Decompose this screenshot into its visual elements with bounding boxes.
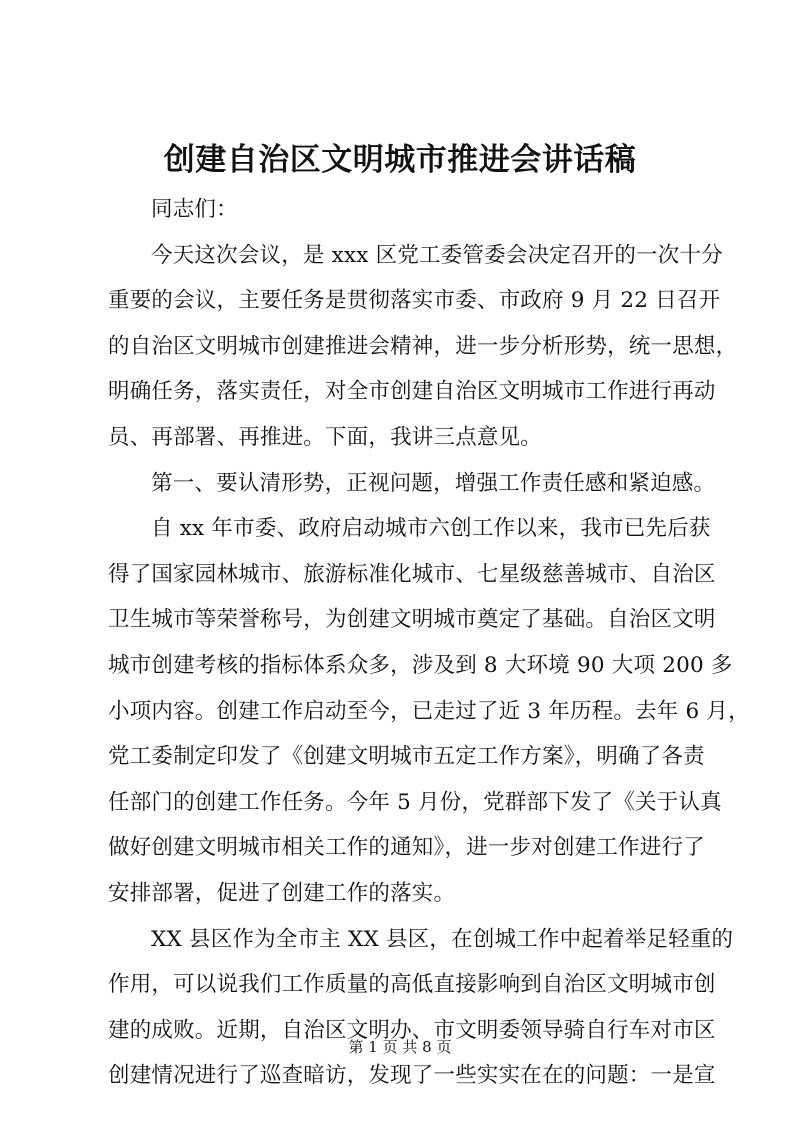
document-body bbox=[108, 187, 750, 1099]
paragraph-line: 卫生城市等荣誉称号，为创建文明城市奠定了基础。自治区文明 bbox=[108, 607, 716, 633]
paragraph-line: 员、再部署、再推进。下面，我讲三点意见。 bbox=[108, 424, 543, 450]
paragraph-line: 做好创建文明城市相关工作的通知》，进一步对创建工作进行了 bbox=[108, 835, 705, 861]
paragraph-line: 创建情况进行了巡查暗访，发现了一些实实在在的问题：一是宣 bbox=[108, 1063, 716, 1089]
paragraph-line: 任部门的创建工作任务。今年 5 月份，党群部下发了《关于认真 bbox=[108, 789, 722, 815]
paragraph-line: 得了国家园林城市、旅游标准化城市、七星级慈善城市、自治区 bbox=[108, 561, 716, 587]
page-number-footer: 第 1 页 共 8 页 bbox=[348, 1038, 452, 1056]
paragraph-line: 党工委制定印发了《创建文明城市五定工作方案》，明确了各责 bbox=[108, 744, 705, 770]
paragraph-line: 安排部署，促进了创建工作的落实。 bbox=[108, 880, 456, 906]
paragraph-line: 同志们： bbox=[151, 197, 238, 222]
document-title: 创建自治区文明城市推进会讲话稿 bbox=[163, 142, 637, 178]
paragraph-line: 明确任务，落实责任，对全市创建自治区文明城市工作进行再动 bbox=[108, 379, 716, 405]
paragraph-line: 作用，可以说我们工作质量的高低直接影响到自治区文明城市创 bbox=[108, 972, 716, 998]
paragraph-line: 的自治区文明城市创建推进会精神，进一步分析形势，统一思想， bbox=[108, 333, 738, 359]
paragraph-line: 自 xx 年市委、政府启动城市六创工作以来，我市已先后获 bbox=[151, 516, 711, 542]
paragraph-line: XX 县区作为全市主 XX 县区，在创城工作中起着举足轻重的 bbox=[151, 926, 734, 952]
paragraph-line: 重要的会议，主要任务是贯彻落实市委、市政府 9 月 22 日召开 bbox=[108, 288, 721, 314]
section-heading-line: 第一、要认清形势，正视问题，增强工作责任感和紧迫感。 bbox=[151, 470, 716, 496]
paragraph-line: 建的成败。近期，自治区文明办、市文明委领导骑自行车对市区 bbox=[108, 1017, 716, 1043]
paragraph-line: 小项内容。创建工作启动至今，已走过了近 3 年历程。去年 6 月， bbox=[108, 698, 750, 724]
paragraph-line: 城市创建考核的指标体系众多，涉及到 8 大环境 90 大项 200 多 bbox=[108, 652, 733, 678]
paragraph-line: 今天这次会议，是 xxx 区党工委管委会决定召开的一次十分 bbox=[151, 242, 723, 268]
